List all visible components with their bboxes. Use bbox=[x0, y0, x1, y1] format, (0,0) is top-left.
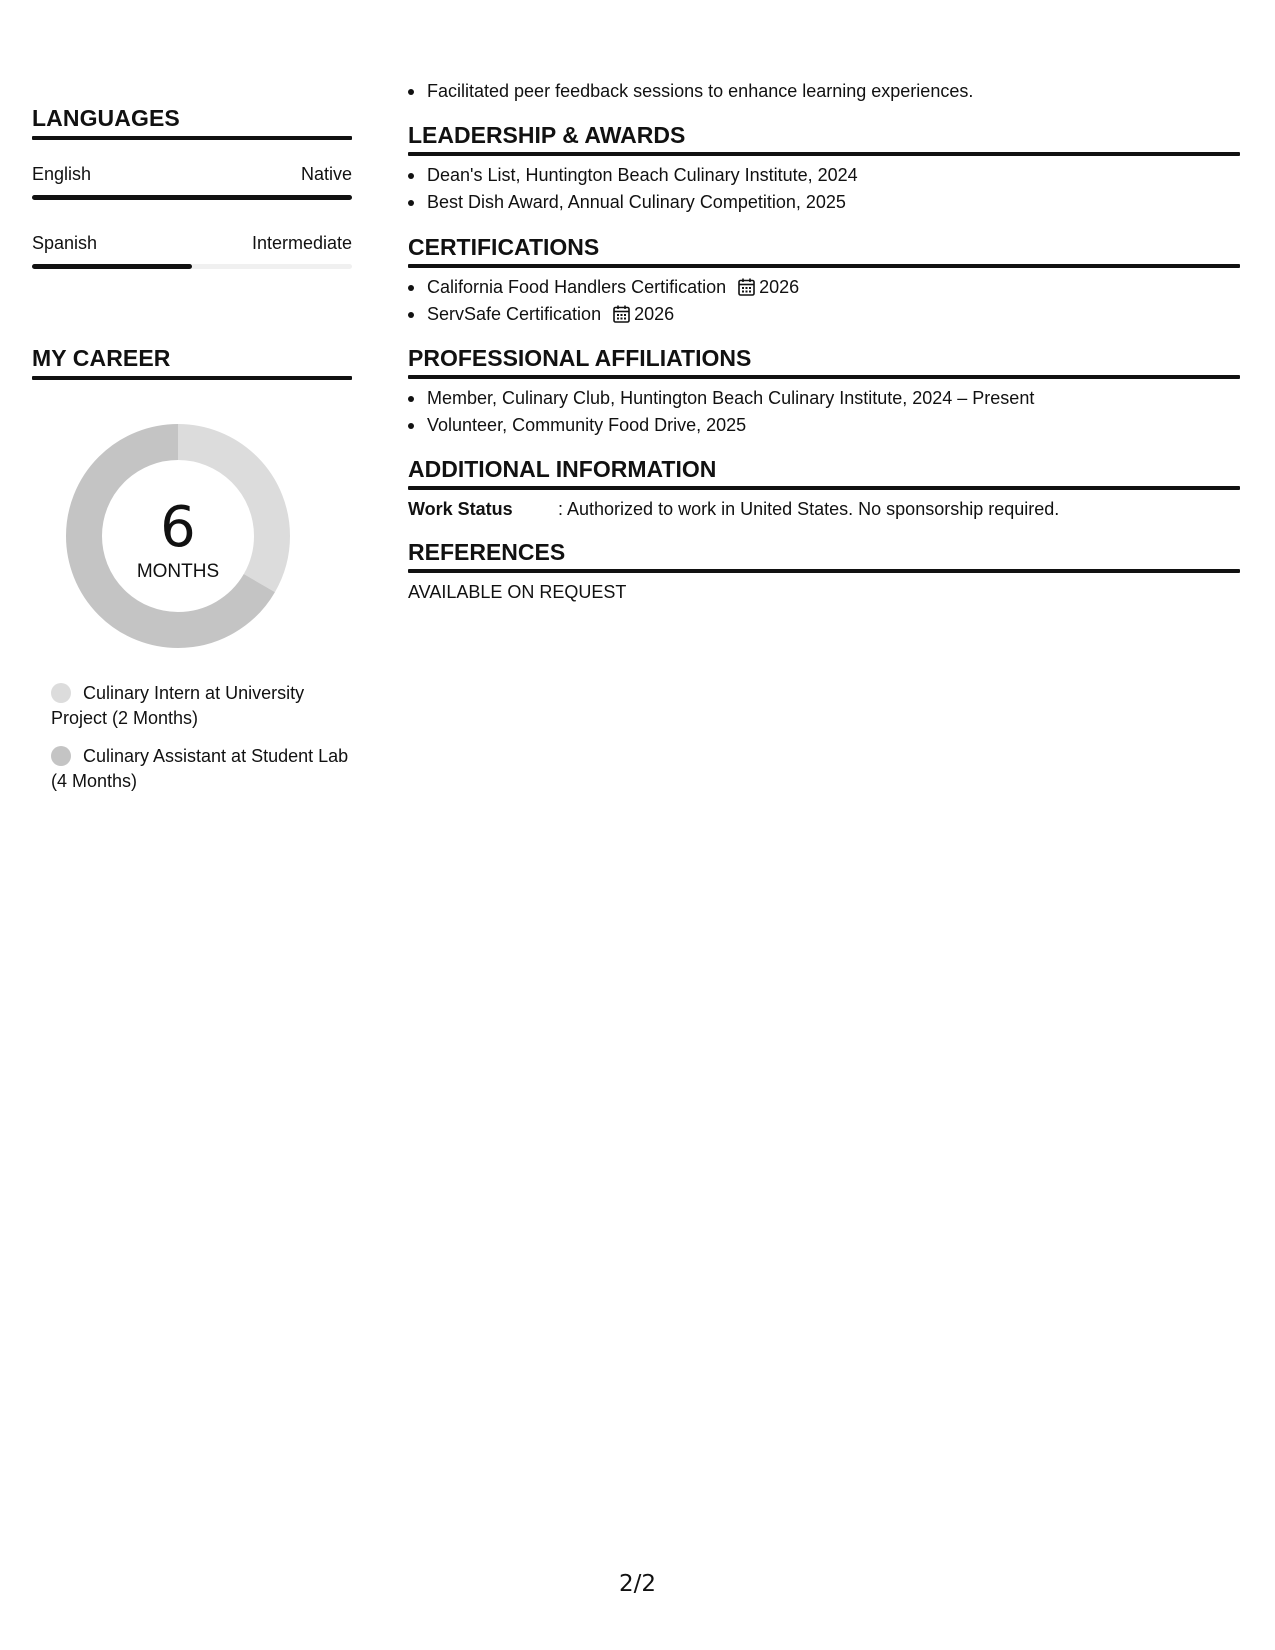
career-legend-item bbox=[51, 744, 351, 794]
language-proficiency-bar bbox=[32, 195, 352, 200]
career-title: MY CAREER bbox=[32, 345, 171, 371]
career-rule bbox=[32, 376, 352, 380]
certification-year: 2026 bbox=[634, 304, 675, 324]
legend-label: Culinary Intern at University Project (2 Months) bbox=[51, 683, 305, 728]
certification-year: 2026 bbox=[759, 277, 800, 297]
list-item: Dean's List, Huntington Beach Culinary Institute, 2024 bbox=[408, 162, 858, 189]
legend-swatch bbox=[51, 683, 71, 703]
work-status-value: : Authorized to work in United States. No sponsorship required. bbox=[558, 499, 1060, 519]
career-total-unit: MONTHS bbox=[136, 561, 220, 582]
experience-bullets bbox=[408, 78, 973, 105]
certifications-list bbox=[408, 274, 799, 328]
section-title: PROFESSIONAL AFFILIATIONS bbox=[408, 345, 752, 371]
calendar-icon bbox=[738, 278, 755, 296]
certification-name: ServSafe Certification bbox=[427, 304, 602, 324]
list-item bbox=[408, 274, 799, 301]
career-donut-chart bbox=[66, 424, 290, 648]
leadership-section bbox=[408, 122, 1240, 149]
career-total-value: 6 bbox=[160, 495, 196, 560]
section-title: REFERENCES bbox=[408, 539, 566, 565]
certification-name: California Food Handlers Certification bbox=[427, 277, 727, 297]
language-proficiency-fill bbox=[32, 264, 192, 269]
section-rule bbox=[408, 486, 1240, 490]
language-level: Intermediate bbox=[251, 233, 352, 253]
references-section bbox=[408, 539, 1240, 566]
legend-swatch bbox=[51, 746, 71, 766]
career-legend-item bbox=[51, 681, 351, 731]
work-status-label: Work Status bbox=[408, 499, 513, 519]
languages-title: LANGUAGES bbox=[32, 105, 180, 131]
section-rule bbox=[408, 375, 1240, 379]
leadership-list bbox=[408, 162, 858, 216]
certifications-section bbox=[408, 234, 1240, 261]
section-rule bbox=[408, 264, 1240, 268]
section-title: CERTIFICATIONS bbox=[408, 234, 600, 260]
language-proficiency-bar bbox=[32, 264, 352, 269]
list-item bbox=[408, 301, 799, 328]
section-title: LEADERSHIP & AWARDS bbox=[408, 122, 686, 148]
list-item: Best Dish Award, Annual Culinary Competition, 2025 bbox=[408, 189, 858, 216]
section-rule bbox=[408, 152, 1240, 156]
references-text: AVAILABLE ON REQUEST bbox=[408, 582, 627, 602]
section-rule bbox=[408, 569, 1240, 573]
language-row-english bbox=[32, 164, 352, 224]
language-proficiency-fill bbox=[32, 195, 352, 200]
languages-rule bbox=[32, 136, 352, 140]
list-item: Facilitated peer feedback sessions to enhance learning experiences. bbox=[408, 78, 973, 105]
list-item: Member, Culinary Club, Huntington Beach Culinary Institute, 2024 – Present bbox=[408, 385, 1034, 412]
language-level: Native bbox=[300, 164, 352, 184]
section-title: ADDITIONAL INFORMATION bbox=[408, 456, 717, 482]
list-item: Volunteer, Community Food Drive, 2025 bbox=[408, 412, 1034, 439]
calendar-icon bbox=[613, 305, 630, 323]
affiliations-section bbox=[408, 345, 1240, 372]
page-number: 2/2 bbox=[618, 1571, 656, 1597]
language-name: English bbox=[32, 164, 92, 184]
affiliations-list bbox=[408, 385, 1034, 439]
additional-info-section bbox=[408, 456, 1240, 483]
legend-label: Culinary Assistant at Student Lab (4 Months) bbox=[51, 746, 349, 791]
language-name: Spanish bbox=[32, 233, 98, 253]
language-row-spanish bbox=[32, 233, 352, 293]
